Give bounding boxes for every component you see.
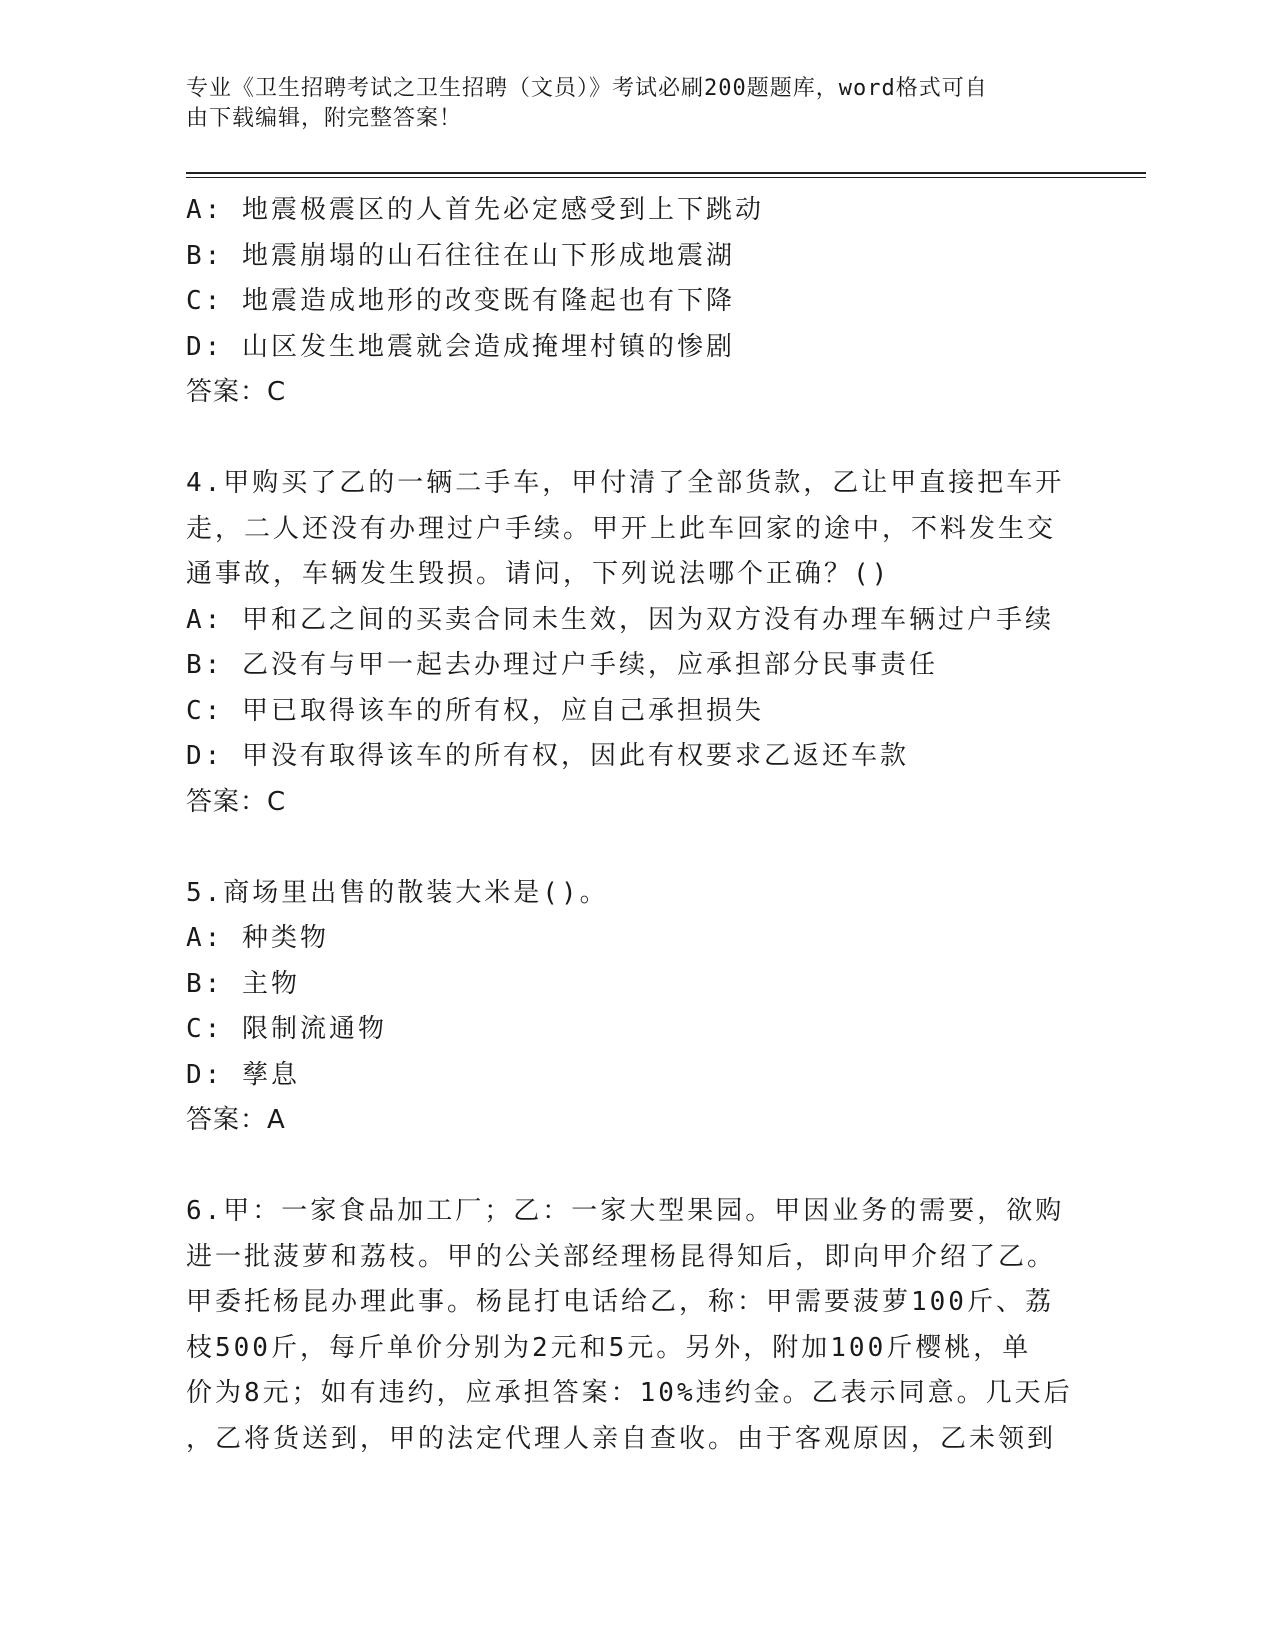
question-3-block	[186, 188, 1086, 416]
spacer	[186, 825, 1086, 871]
question-stem-line: 甲委托杨昆办理此事。杨昆打电话给乙，称：甲需要菠萝100斤、荔	[186, 1287, 1054, 1317]
question-stem-line: 6.甲：一家食品加工厂；乙：一家大型果园。甲因业务的需要，欲购	[186, 1196, 1065, 1226]
option-d: D: 孳息	[186, 1059, 300, 1090]
document-header	[186, 74, 1056, 134]
question-stem-line: ，乙将货送到，甲的法定代理人亲自查收。由于客观原因，乙未领到	[186, 1423, 1057, 1454]
question-stem-line: 进一批菠萝和荔枝。甲的公关部经理杨昆得知后，即向甲介绍了乙。	[186, 1241, 1057, 1272]
spacer	[186, 1144, 1086, 1190]
option-c: C: 地震造成地形的改变既有隆起也有下降	[186, 286, 735, 316]
header-line-1: 专业《卫生招聘考试之卫生招聘（文员）》考试必刷200题题库，word格式可自	[186, 76, 988, 101]
option-c: C: 甲已取得该车的所有权，应自己承担损失	[186, 695, 764, 726]
option-d: D: 山区发生地震就会造成掩埋村镇的惨剧	[186, 331, 735, 362]
question-stem-line: 通事故，车辆发生毁损。请问，下列说法哪个正确？()	[186, 559, 891, 589]
header-line-2: 由下载编辑，附完整答案！	[186, 106, 463, 131]
spacer	[186, 416, 1086, 462]
option-d: D: 甲没有取得该车的所有权，因此有权要求乙返还车款	[186, 741, 909, 771]
answer-line: 答案：C	[186, 786, 287, 817]
option-a: A: 甲和乙之间的买卖合同未生效，因为双方没有办理车辆过户手续	[186, 604, 1054, 635]
option-a: A: 种类物	[186, 923, 329, 953]
question-4-block	[186, 461, 1086, 825]
answer-line: 答案：C	[186, 377, 287, 407]
question-list	[186, 188, 1086, 1462]
answer-line: 答案：A	[186, 1105, 286, 1135]
header-rule-thin	[186, 177, 1146, 178]
question-stem-line: 走，二人还没有办理过户手续。甲开上此车回家的途中，不料发生交	[186, 513, 1057, 544]
question-stem-line: 价为8元；如有违约，应承担答案：10%违约金。乙表示同意。几天后	[186, 1378, 1073, 1408]
question-stem-line: 4.甲购买了乙的一辆二手车，甲付清了全部货款，乙让甲直接把车开	[186, 468, 1065, 498]
option-b: B: 主物	[186, 968, 300, 999]
option-b: B: 乙没有与甲一起去办理过户手续，应承担部分民事责任	[186, 650, 938, 680]
option-a: A: 地震极震区的人首先必定感受到上下跳动	[186, 195, 764, 225]
question-5-block	[186, 871, 1086, 1144]
question-stem-line: 枝500斤，每斤单价分别为2元和5元。另外，附加100斤樱桃，单	[186, 1332, 1032, 1363]
header-rule-thick	[186, 172, 1146, 174]
option-b: B: 地震崩塌的山石往往在山下形成地震湖	[186, 240, 735, 271]
question-6-block	[186, 1189, 1086, 1462]
option-c: C: 限制流通物	[186, 1014, 387, 1044]
question-stem-line: 5.商场里出售的散装大米是()。	[186, 877, 609, 908]
